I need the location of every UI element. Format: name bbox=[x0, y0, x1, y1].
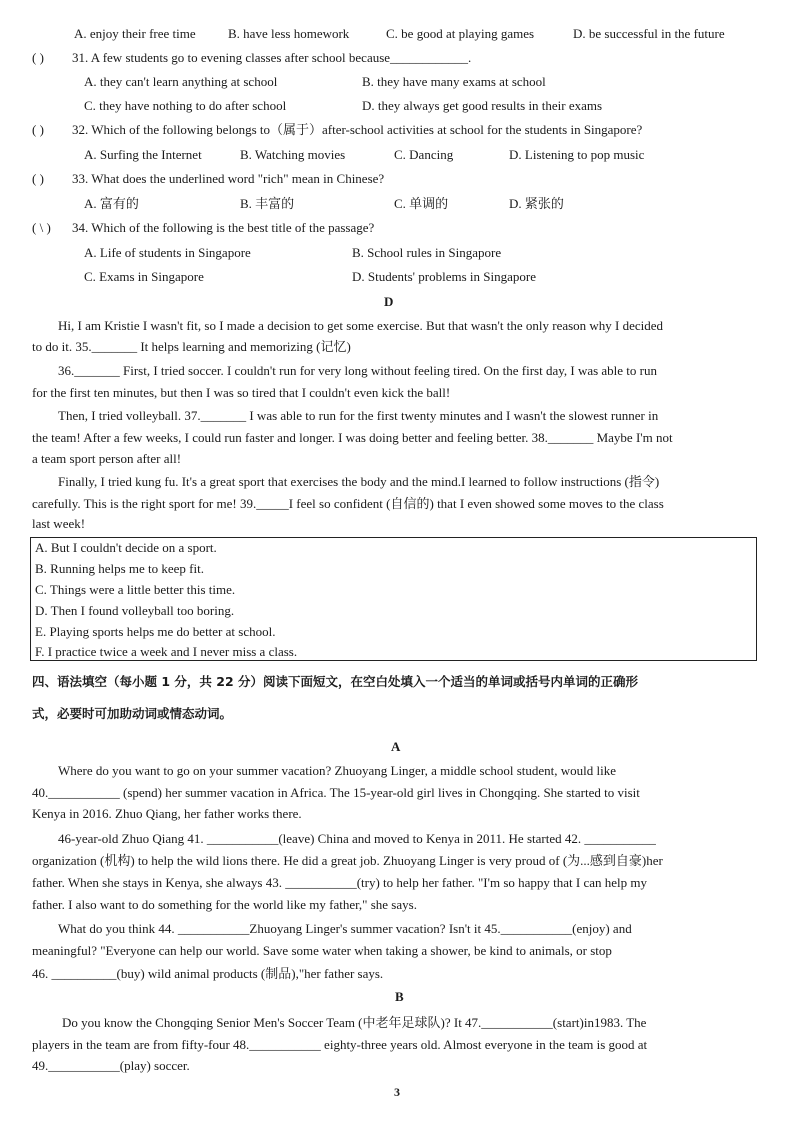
passage-a-line: organization (机构) to help the wild lions there. He did a great job. Zhuoyang Linger is very proud of (为...感到自豪)her bbox=[32, 853, 663, 868]
q32-option-b[interactable]: B. Watching movies bbox=[240, 147, 346, 162]
q34-option-c[interactable]: C. Exams in Singapore bbox=[84, 269, 204, 284]
box-option-f[interactable]: F. I practice twice a week and I never miss a class. bbox=[35, 644, 298, 659]
passage-d-line: a team sport person after all! bbox=[32, 451, 182, 466]
q32-answer-paren[interactable]: ( ) bbox=[32, 122, 44, 137]
passage-a-line: father. I also want to do something for the world like my father," she says. bbox=[32, 897, 417, 912]
options-box bbox=[30, 537, 757, 661]
page-number: 3 bbox=[394, 1085, 400, 1099]
passage-a-line: What do you think 44. ___________Zhuoyang Linger's summer vacation? Isn't it 45.___________(enjoy) and bbox=[58, 921, 632, 936]
q34-option-b[interactable]: B. School rules in Singapore bbox=[352, 245, 502, 260]
q30-option-c[interactable]: C. be good at playing games bbox=[386, 26, 535, 41]
box-option-d[interactable]: D. Then I found volleyball too boring. bbox=[35, 603, 235, 618]
passage-a-line: Where do you want to go on your summer vacation? Zhuoyang Linger, a middle school student, would like bbox=[58, 763, 616, 778]
passage-d-line: 36._______ First, I tried soccer. I couldn't run for very long without feeling tired. On the first day, I was able to run bbox=[58, 363, 658, 378]
box-option-c[interactable]: C. Things were a little better this time. bbox=[35, 582, 236, 597]
box-option-a[interactable]: A. But I couldn't decide on a sport. bbox=[35, 540, 217, 555]
passage-d-line: Finally, I tried kung fu. It's a great sport that exercises the body and the mind.I learned to follow instructions (指令) bbox=[58, 474, 660, 489]
q33-stem: 33. What does the underlined word "rich" mean in Chinese? bbox=[72, 171, 385, 186]
passage-d-heading: D bbox=[384, 294, 394, 309]
passage-d-line: for the first ten minutes, but then I was so tired that I couldn't even kick the ball! bbox=[32, 385, 451, 400]
passage-d-line: to do it. 35._______ It helps learning and memorizing (记忆) bbox=[32, 339, 351, 354]
q34-option-a[interactable]: A. Life of students in Singapore bbox=[84, 245, 251, 260]
passage-b-line: Do you know the Chongqing Senior Men's Soccer Team (中老年足球队)? It 47.___________(start)in1983. The bbox=[62, 1015, 647, 1030]
q33-option-c[interactable]: C. 单调的 bbox=[394, 196, 449, 211]
q31-option-a[interactable]: A. they can't learn anything at school bbox=[84, 74, 278, 89]
q33-answer-paren[interactable]: ( ) bbox=[32, 171, 44, 186]
passage-d-line: last week! bbox=[32, 516, 86, 531]
passage-d-line: carefully. This is the right sport for me! 39._____I feel so confident (自信的) that I even showed some moves to the class bbox=[32, 496, 664, 511]
q30-option-b[interactable]: B. have less homework bbox=[228, 26, 350, 41]
box-option-e[interactable]: E. Playing sports helps me do better at school. bbox=[35, 624, 276, 639]
q33-option-a[interactable]: A. 富有的 bbox=[84, 196, 139, 211]
section-4-title: 四、语法填空（每小题 1 分，共 22 分）阅读下面短文，在空白处填入一个适当的单词或括号内单词的正确形 bbox=[32, 674, 639, 689]
passage-a-line: father. When she stays in Kenya, she always 43. ___________(try) to help her father. "I'm so happy that I can help my bbox=[32, 875, 648, 890]
q33-option-d[interactable]: D. 紧张的 bbox=[509, 196, 564, 211]
q32-option-a[interactable]: A. Surfing the Internet bbox=[84, 147, 202, 162]
q31-answer-paren[interactable]: ( ) bbox=[32, 50, 44, 65]
q33-option-b[interactable]: B. 丰富的 bbox=[240, 196, 295, 211]
q34-answer-paren[interactable]: ( \ ) bbox=[32, 220, 51, 235]
passage-b-heading: B bbox=[395, 989, 404, 1004]
q31-stem: 31. A few students go to evening classes after school because____________. bbox=[72, 50, 472, 65]
q34-option-d[interactable]: D. Students' problems in Singapore bbox=[352, 269, 536, 284]
passage-a-line: 40.___________ (spend) her summer vacation in Africa. The 15-year-old girl lives in Chongqing. She started to visit bbox=[32, 785, 640, 800]
q30-option-d[interactable]: D. be successful in the future bbox=[573, 26, 725, 41]
q30-option-a[interactable]: A. enjoy their free time bbox=[74, 26, 196, 41]
q34-stem: 34. Which of the following is the best title of the passage? bbox=[72, 220, 375, 235]
passage-a-line: Kenya in 2016. Zhuo Qiang, her father works there. bbox=[32, 806, 302, 821]
q31-option-d[interactable]: D. they always get good results in their exams bbox=[362, 98, 603, 113]
section-4-title-cont: 式，必要时可加助动词或情态动词。 bbox=[32, 706, 233, 721]
passage-d-line: Then, I tried volleyball. 37._______ I was able to run for the first twenty minutes and I wasn't the slowest runner in bbox=[58, 408, 659, 423]
passage-b-line: 49.___________(play) soccer. bbox=[32, 1058, 190, 1073]
q32-stem: 32. Which of the following belongs to（属于）after-school activities at school for the students in Singapore? bbox=[72, 122, 643, 137]
q31-option-c[interactable]: C. they have nothing to do after school bbox=[84, 98, 287, 113]
passage-a-line: 46. __________(buy) wild animal products (制品),"her father says. bbox=[32, 966, 384, 981]
box-option-b[interactable]: B. Running helps me to keep fit. bbox=[35, 561, 204, 576]
passage-b-line: players in the team are from fifty-four 48.___________ eighty-three years old. Almost everyone in the team is good at bbox=[32, 1037, 648, 1052]
passage-a-line: meaningful? "Everyone can help our world. Save some water when taking a shower, be kind to animals, or stop bbox=[32, 943, 612, 958]
passage-d-line: the team! After a few weeks, I could run faster and longer. I was doing better and feeling better. 38._______ Maybe I'm not bbox=[32, 430, 673, 445]
q32-option-d[interactable]: D. Listening to pop music bbox=[509, 147, 645, 162]
passage-a-line: 46-year-old Zhuo Qiang 41. ___________(leave) China and moved to Kenya in 2011. He started 42. ___________ bbox=[58, 831, 656, 846]
passage-d-line: Hi, I am Kristie I wasn't fit, so I made a decision to get some exercise. But that wasn't the only reason why I decided bbox=[58, 318, 664, 333]
q31-option-b[interactable]: B. they have many exams at school bbox=[362, 74, 546, 89]
q32-option-c[interactable]: C. Dancing bbox=[394, 147, 454, 162]
passage-a-heading: A bbox=[391, 739, 401, 754]
